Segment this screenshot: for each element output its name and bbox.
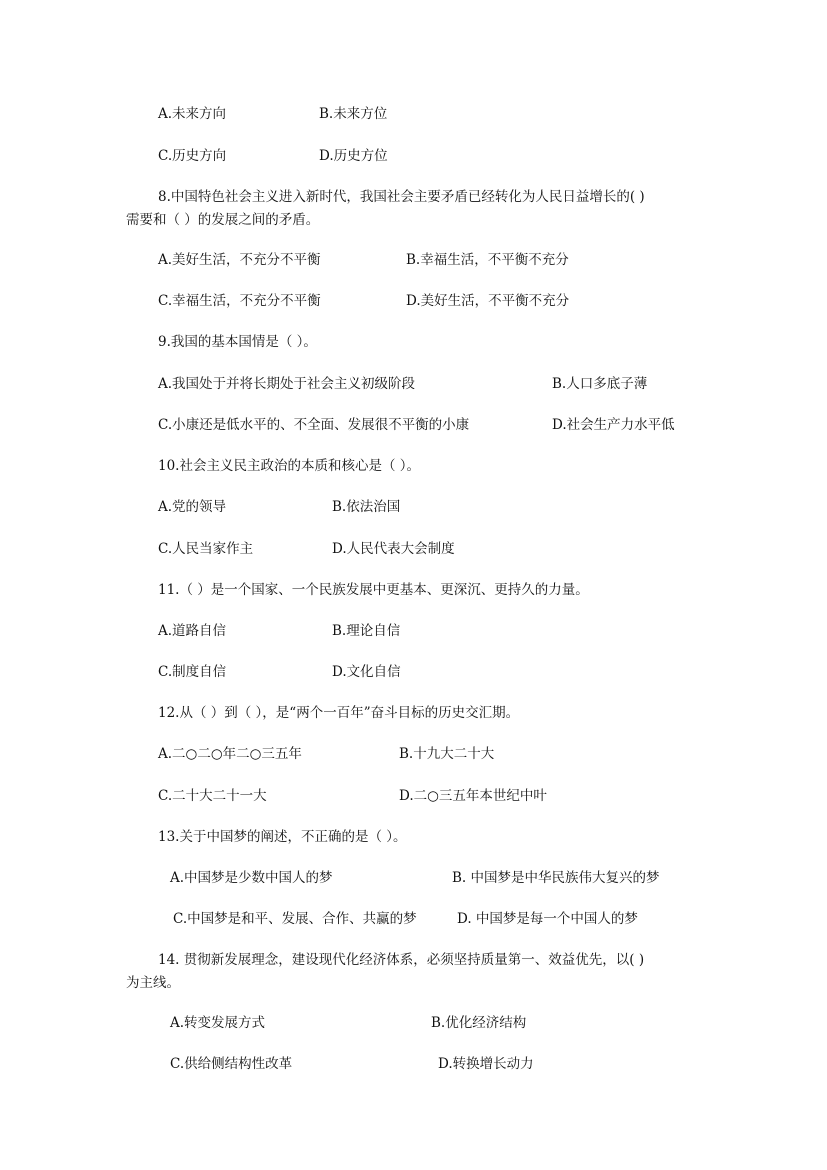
q10-option-a: A.党的领导 [158,499,227,515]
q8-stem-line1: 8.中国特色社会主义进入新时代，我国社会主要矛盾已经转化为人民日益增长的( ) [158,189,645,205]
q10-option-d: D.人民代表大会制度 [332,541,455,557]
q12-stem: 12.从（ ）到（ ），是“两个一百年”奋斗目标的历史交汇期。 [158,705,520,721]
q7-option-b: B.未来方位 [319,106,388,122]
q12-option-c: C.二十大二十一大 [158,788,267,804]
q13-option-c: C.中国梦是和平、发展、合作、共赢的梦 [173,911,417,927]
q13-option-d: D. 中国梦是每一个中国人的梦 [457,911,638,927]
q7-option-d: D.历史方位 [319,148,388,164]
q11-option-d: D.文化自信 [332,664,401,680]
q8-option-b: B.幸福生活，不平衡不充分 [406,252,569,268]
q12-option-b: B.十九大二十大 [399,746,495,762]
q14-option-a: A.转变发展方式 [170,1015,266,1031]
q13-option-b: B. 中国梦是中华民族伟大复兴的梦 [452,870,660,886]
q11-option-b: B.理论自信 [332,623,401,639]
q12-option-d: D.二○三五年本世纪中叶 [399,788,547,804]
q11-option-a: A.道路自信 [158,623,227,639]
q10-option-c: C.人民当家作主 [158,541,254,557]
q8-option-a: A.美好生活，不充分不平衡 [158,252,321,268]
q7-option-c: C.历史方向 [158,148,227,164]
q14-option-d: D.转换增长动力 [438,1056,534,1072]
q13-stem: 13.关于中国梦的阐述，不正确的是（ ）。 [158,829,407,845]
q11-stem: 11.（ ）是一个国家、一个民族发展中更基本、更深沉、更持久的力量。 [158,582,589,598]
q9-option-c: C.小康还是低水平的、不全面、发展很不平衡的小康 [158,417,470,433]
q9-option-a: A.我国处于并将长期处于社会主义初级阶段 [158,376,416,392]
q10-option-b: B.依法治国 [332,499,401,515]
q10-stem: 10.社会主义民主政治的本质和核心是（ ）。 [158,458,421,474]
q9-option-b: B.人口多底子薄 [552,376,648,392]
q8-option-c: C.幸福生活，不充分不平衡 [158,293,321,309]
q8-stem-line2: 需要和（ ）的发展之间的矛盾。 [126,212,320,228]
q14-option-c: C.供给侧结构性改革 [170,1056,293,1072]
q12-option-a: A.二○二○年二○三五年 [158,746,302,762]
q14-option-b: B.优化经济结构 [431,1015,527,1031]
q14-stem-line1: 14. 贯彻新发展理念，建设现代化经济体系，必须坚持质量第一、效益优先，以( ) [158,952,645,968]
q9-stem: 9.我国的基本国情是（ ）。 [158,334,317,350]
q7-option-a: A.未来方向 [158,106,227,122]
q14-stem-line2: 为主线。 [126,975,180,991]
q9-option-d: D.社会生产力水平低 [552,417,675,433]
q8-option-d: D.美好生活，不平衡不充分 [406,293,570,309]
q11-option-c: C.制度自信 [158,664,227,680]
q13-option-a: A.中国梦是少数中国人的梦 [170,870,333,886]
